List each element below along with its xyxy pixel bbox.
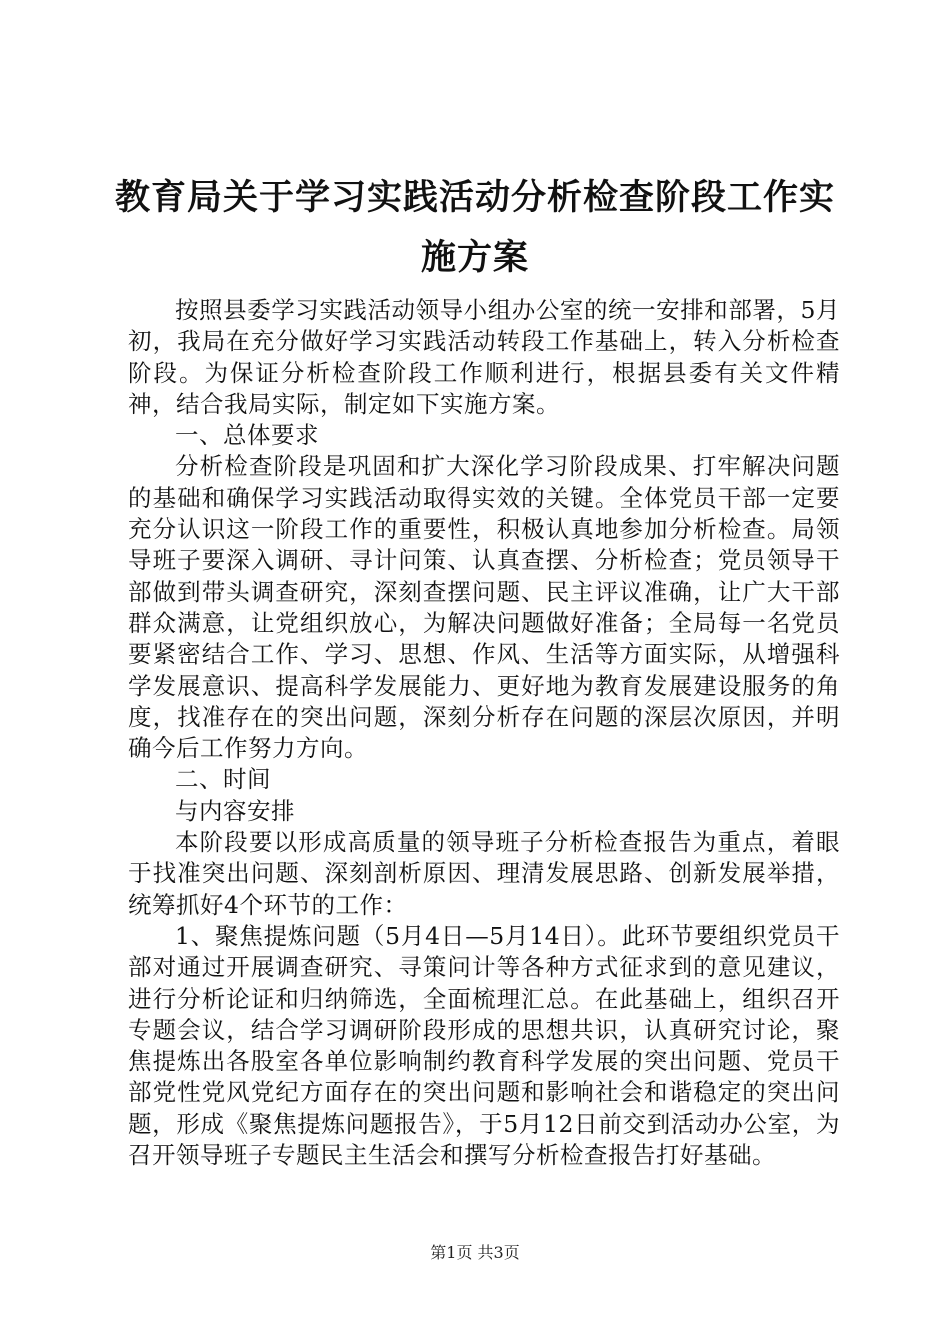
- paragraph-step-one: 1、聚焦提炼问题（5月4日—5月14日）。此环节要组织党员干部对通过开展调查研究、寻策问计等各种方式征求到的意见建议，进行分析论证和归纳筛选，全面梳理汇总。在此基础上，组织召开专题会议，结合学习调研阶段形成的思想共识，认真研究讨论，聚焦提炼出各股室各单位影响制约教育科学发展的突出问题、党员干部党性党风党纪方面存在的突出问题和影响社会和谐稳定的突出问题，形成《聚焦提炼问题报告》，于5月12日前交到活动办公室，为召开领导班子专题民主生活会和撰写分析检查报告打好基础。: [128, 921, 840, 1170]
- heading-time: 二、时间: [175, 765, 271, 794]
- page-footer: 第1页 共3页: [430, 1243, 520, 1262]
- heading-content-arrangement: 与内容安排: [175, 796, 295, 825]
- paragraph-general-requirements: 分析检查阶段是巩固和扩大深化学习阶段成果、打牢解决问题的基础和确保学习实践活动取得实效的关键。全体党员干部一定要充分认识这一阶段工作的重要性，积极认真地参加分析检查。局领导班子要深入调研、寻计问策、认真查摆、分析检查；党员领导干部做到带头调查研究，深刻查摆问题、民主评议准确，让广大干部群众满意，让党组织放心，为解决问题做好准备；全局每一名党员要紧密结合工作、学习、思想、作风、生活等方面实际，从增强科学发展意识、提高科学发展能力、更好地为教育发展建设服务的角度，找准存在的突出问题，深刻分析存在问题的深层次原因，并明确今后工作努力方向。: [128, 452, 840, 763]
- paragraph-intro: 按照县委学习实践活动领导小组办公室的统一安排和部署，5月初，我局在充分做好学习实践活动转段工作基础上，转入分析检查阶段。为保证分析检查阶段工作顺利进行，根据县委有关文件精神，结合我局实际，制定如下实施方案。: [128, 296, 840, 418]
- document-title: 教育局关于学习实践活动分析检查阶段工作实施方案: [114, 178, 835, 278]
- heading-general-requirements: 一、总体要求: [175, 421, 319, 450]
- document-body: [128, 295, 840, 1171]
- paragraph-stage-focus: 本阶段要以形成高质量的领导班子分析检查报告为重点，着眼于找准突出问题、深刻剖析原因、理清发展思路、创新发展举措，统筹抓好4个环节的工作：: [128, 828, 840, 919]
